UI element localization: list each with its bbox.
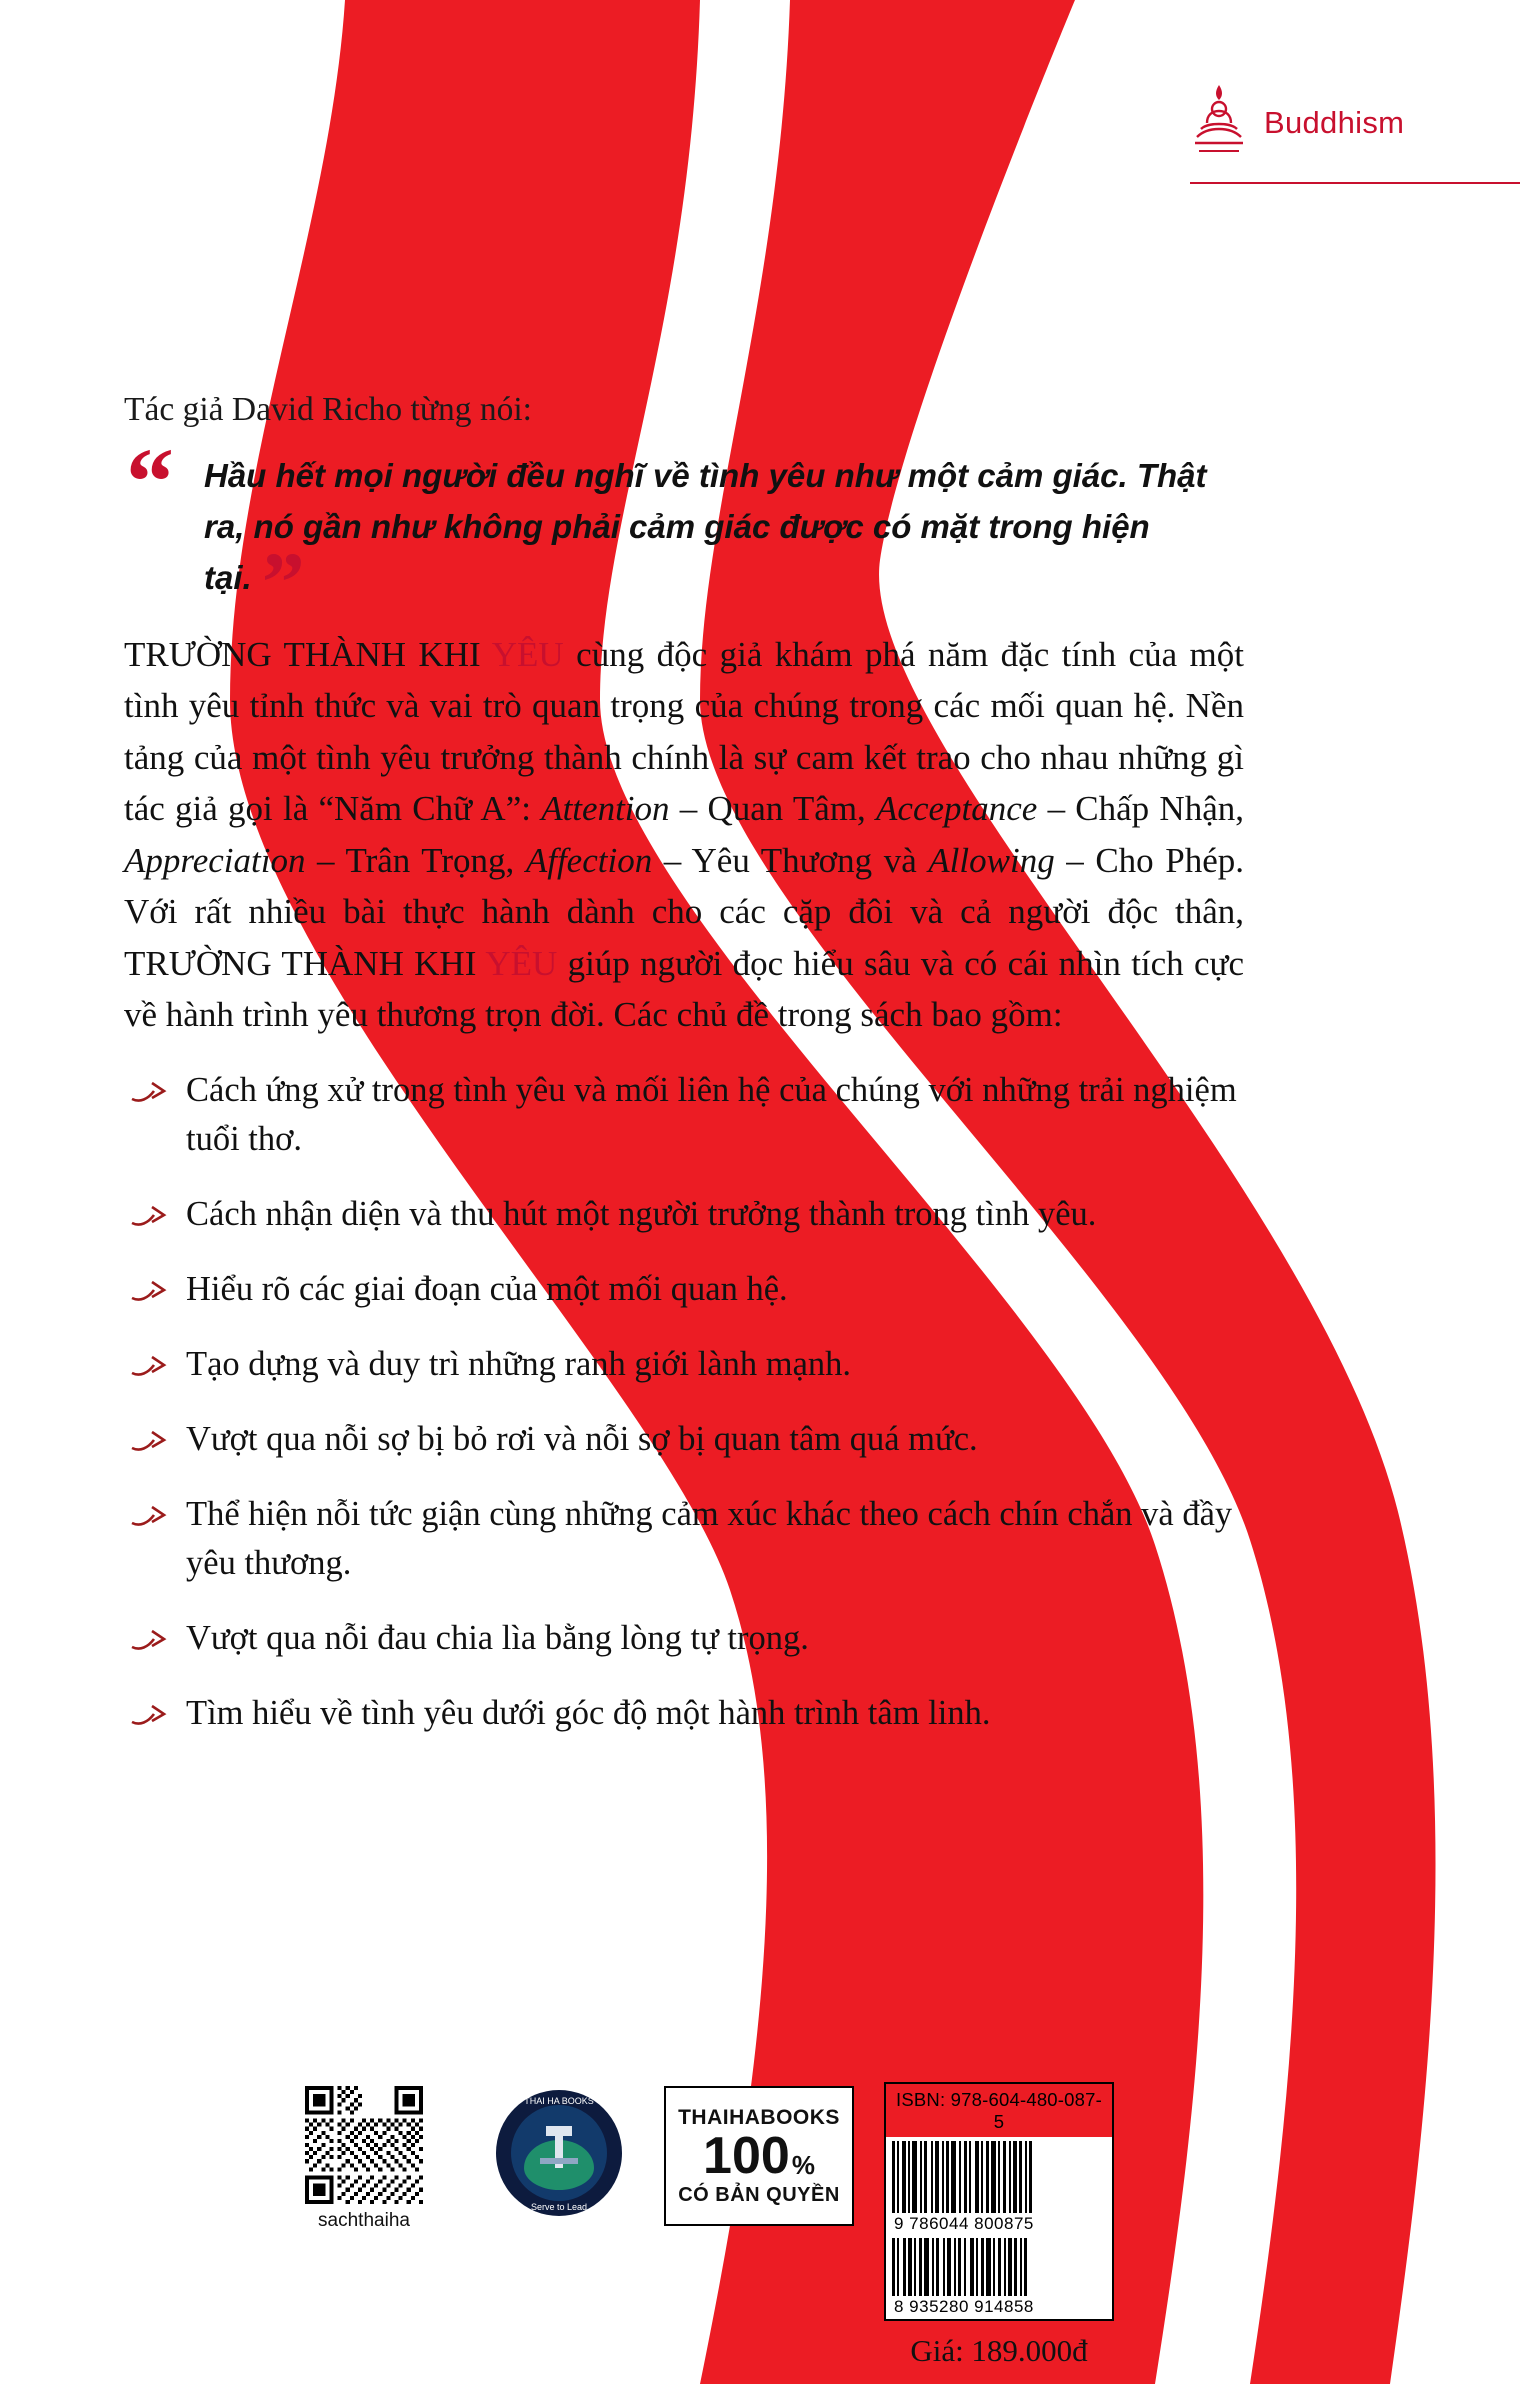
list-item-label: Vượt qua nỗi sợ bị bỏ rơi và nỗi sợ bị quan tâm quá mức. (186, 1420, 978, 1459)
desc-title-1-highlight: YÊU (491, 634, 564, 674)
list-item-label: Cách ứng xử trong tình yêu và mối liên hệ của chúng với những trải nghiệm tuổi thơ. (186, 1071, 1237, 1159)
arrow-bullet-icon (130, 1620, 174, 1650)
pull-quote (124, 427, 1244, 630)
desc-seg-5: – Yêu Thương và (652, 840, 929, 880)
isbn-digits-top: 9 786044 800875 (894, 2214, 1034, 2233)
list-item-label: Vượt qua nỗi đau chia lìa bằng lòng tự trọng. (186, 1619, 809, 1658)
list-item (124, 1415, 1244, 1464)
desc-em-1: Attention (541, 789, 670, 829)
attribution-line: Tác giả David Richo từng nói: (124, 391, 532, 428)
quote-close-mark: ” (261, 533, 305, 630)
list-item-label: Hiểu rõ các giai đoạn của một mối quan hệ. (186, 1270, 788, 1309)
desc-seg-2: – Quan Tâm, (669, 789, 877, 829)
copyright-badge-percent: % (791, 2149, 815, 2180)
desc-seg-4: – Trân Trọng, (305, 840, 526, 880)
arrow-bullet-icon (130, 1346, 174, 1376)
desc-em-2: Acceptance (876, 789, 1038, 829)
description-paragraph (124, 629, 1244, 1041)
isbn-label: ISBN: 978-604-480-087-5 (884, 2082, 1114, 2137)
copyright-badge-bottom: CÓ BẢN QUYỀN (678, 2183, 840, 2206)
arrow-bullet-icon (130, 1695, 174, 1725)
arrow-bullet-icon (130, 1271, 174, 1301)
arrow-bullet-icon (130, 1072, 174, 1102)
desc-em-3: Appreciation (124, 840, 306, 880)
list-item (124, 1190, 1244, 1239)
quote-open-mark: “ (126, 427, 174, 535)
list-item (124, 1340, 1244, 1389)
copyright-badge (664, 2086, 854, 2226)
desc-em-5: Allowing (928, 840, 1055, 880)
qr-code-block[interactable] (294, 2086, 434, 2232)
list-item (124, 1689, 1244, 1738)
desc-title-1: TRƯỜNG THÀNH KHI (124, 634, 492, 674)
barcode-bars (892, 2141, 1106, 2213)
barcode-bars-secondary (892, 2238, 1106, 2296)
list-item (124, 1066, 1244, 1164)
list-item-label: Thể hiện nỗi tức giận cùng những cảm xúc khác theo cách chín chắn và đầy yêu thương. (186, 1495, 1233, 1583)
category-badge (1190, 78, 1520, 184)
list-item (124, 1265, 1244, 1314)
desc-seg-7: giúp người đọc hiểu sâu và có cái nhìn tích cực về hành trình yêu thương trọn đời. Các chủ đề trong sách bao gồm: (124, 943, 1245, 1035)
arrow-bullet-icon (130, 1496, 174, 1526)
desc-title-2-highlight: YÊU (485, 943, 558, 983)
isbn-digits-bottom: 8 935280 914858 (894, 2297, 1034, 2316)
desc-seg-3: – Chấp Nhận, (1037, 789, 1244, 829)
topics-list (124, 1066, 1244, 1738)
desc-seg-6: – Cho Phép. Với rất nhiều bài thực hành dành cho các cặp đôi và cả người độc thân, TRƯỜNG THÀNH KHI (124, 840, 1244, 983)
category-label: Buddhism (1264, 105, 1405, 140)
price-label: Giá: 189.000đ (910, 2333, 1088, 2368)
buddha-lotus-icon (1190, 78, 1248, 168)
svg-text:THAI HA BOOKS: THAI HA BOOKS (524, 2096, 594, 2106)
quote-text: Hầu hết mọi người đều nghĩ về tình yêu như một cảm giác. Thật ra, nó gần như không phải cảm giác được có mặt trong hiện tại. (204, 456, 1207, 596)
svg-text:Serve to Lead: Serve to Lead (530, 2202, 588, 2212)
desc-seg-1: cùng độc giả khám phá năm đặc tính của một tình yêu tỉnh thức và vai trò quan trọng của chúng trong các mối quan hệ. Nền tảng của một tình yêu trưởng thành chính là sự cam kết trao cho nhau những gì tác giả gọi là “Năm Chữ A”: (124, 634, 1244, 829)
list-item (124, 1490, 1244, 1588)
publisher-seal-icon (494, 2088, 624, 2218)
desc-em-4: Affection (525, 840, 653, 880)
copyright-badge-number: 100 (703, 2126, 790, 2185)
arrow-bullet-icon (130, 1196, 174, 1226)
arrow-bullet-icon (130, 1421, 174, 1451)
copyright-badge-top: THAIHABOOKS (678, 2105, 840, 2129)
list-item-label: Tìm hiểu về tình yêu dưới góc độ một hành trình tâm linh. (186, 1694, 991, 1733)
list-item-label: Cách nhận diện và thu hút một người trưởng thành trong tình yêu. (186, 1195, 1097, 1234)
list-item-label: Tạo dựng và duy trì những ranh giới lành mạnh. (186, 1345, 852, 1384)
footer-badges (124, 2072, 1244, 2368)
barcode (884, 2137, 1114, 2321)
qr-code-icon[interactable] (305, 2086, 423, 2204)
isbn-block (884, 2082, 1114, 2369)
back-cover-text (124, 388, 1244, 1764)
qr-caption: sachthaiha (318, 2210, 410, 2231)
list-item (124, 1614, 1244, 1663)
